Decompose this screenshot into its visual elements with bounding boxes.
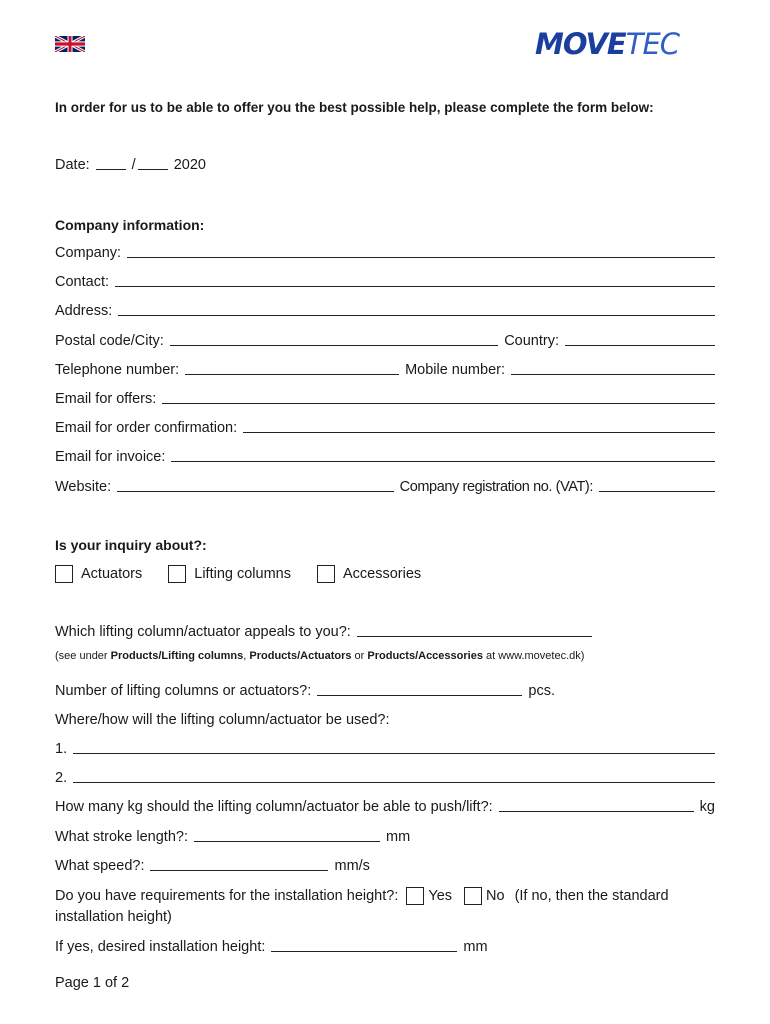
email-offers-row [55, 391, 715, 407]
option-actuators[interactable] [55, 565, 142, 583]
stroke-unit: mm [386, 829, 411, 845]
speed-label: What speed?: [55, 858, 145, 874]
speed-field[interactable] [150, 870, 328, 871]
contact-row [55, 274, 715, 290]
postal-field[interactable] [170, 345, 498, 346]
actuators-checkbox[interactable] [55, 565, 73, 583]
inquiry-options [55, 565, 715, 583]
actuators-label: Actuators [81, 566, 143, 582]
accessories-checkbox[interactable] [317, 565, 335, 583]
install-note-2: installation height) [55, 909, 172, 925]
use-item-2-field[interactable] [73, 782, 715, 783]
date-row [55, 157, 206, 173]
use-item-2-label: 2. [55, 770, 68, 786]
email-invoice-field[interactable] [171, 461, 715, 462]
vat-field[interactable] [599, 491, 715, 492]
country-field[interactable] [565, 345, 715, 346]
telephone-row [55, 362, 715, 378]
contact-label: Contact: [55, 274, 109, 290]
email-offers-field[interactable] [162, 403, 715, 404]
country-label: Country: [504, 333, 559, 349]
uk-flag-icon[interactable] [55, 36, 85, 52]
email-order-field[interactable] [243, 432, 715, 433]
email-invoice-row [55, 449, 715, 465]
mobile-field[interactable] [511, 374, 715, 375]
number-row [55, 683, 555, 699]
page-number: Page 1 of 2 [55, 975, 130, 991]
date-day-field[interactable] [96, 169, 126, 170]
products-note: (see under Products/Lifting columns, Products/Actuators or Products/Accessories at www.movetec.dk) [55, 650, 585, 662]
use-item-2-row [55, 770, 715, 786]
number-unit: pcs. [528, 683, 555, 699]
date-label: Date: [55, 157, 90, 173]
stroke-row [55, 829, 410, 845]
desired-field[interactable] [271, 951, 457, 952]
desired-unit: mm [463, 939, 488, 955]
number-label: Number of lifting columns or actuators?: [55, 683, 312, 699]
use-item-1-field[interactable] [73, 753, 715, 754]
company-label: Company: [55, 245, 122, 261]
option-accessories[interactable] [317, 565, 421, 583]
desired-row [55, 939, 488, 955]
accessories-label: Accessories [342, 566, 422, 582]
inquiry-heading: Is your inquiry about?: [55, 537, 207, 553]
address-label: Address: [55, 303, 113, 319]
lifting-columns-checkbox[interactable] [168, 565, 186, 583]
email-invoice-label: Email for invoice: [55, 449, 166, 465]
address-row [55, 303, 715, 319]
website-row [55, 479, 715, 495]
number-field[interactable] [317, 695, 522, 696]
kg-label: How many kg should the lifting column/actuator be able to push/lift?: [55, 799, 493, 815]
contact-field[interactable] [115, 286, 715, 287]
telephone-label: Telephone number: [55, 362, 180, 378]
install-note-row [55, 909, 715, 925]
intro-text: In order for us to be able to offer you the best possible help, please complete the form below: [55, 100, 654, 115]
email-order-label: Email for order confirmation: [55, 420, 238, 436]
where-label: Where/how will the lifting column/actuator be used?: [55, 712, 390, 728]
option-lifting-columns[interactable] [168, 565, 291, 583]
kg-unit: kg [699, 799, 715, 815]
install-label: Do you have requirements for the installation height?: [55, 888, 399, 904]
appeals-label: Which lifting column/actuator appeals to you?: [55, 624, 351, 640]
stroke-label: What stroke length?: [55, 829, 188, 845]
appeals-field[interactable] [357, 636, 592, 637]
speed-unit: mm/s [334, 858, 370, 874]
movetec-logo: MOVETEC [535, 27, 680, 61]
company-field[interactable] [127, 257, 715, 258]
date-separator: / [131, 157, 136, 173]
install-no-checkbox[interactable] [464, 887, 482, 905]
install-no-label: No [486, 888, 505, 904]
use-item-1-label: 1. [55, 741, 68, 757]
email-offers-label: Email for offers: [55, 391, 157, 407]
email-order-row [55, 420, 715, 436]
speed-row [55, 858, 370, 874]
mobile-label: Mobile number: [405, 362, 505, 378]
kg-field[interactable] [499, 811, 694, 812]
telephone-field[interactable] [185, 374, 399, 375]
install-note: (If no, then the standard [514, 888, 669, 904]
where-row [55, 712, 715, 728]
date-year: 2020 [173, 157, 206, 173]
website-field[interactable] [117, 491, 393, 492]
postal-row [55, 333, 715, 349]
vat-label: Company registration no. (VAT): [399, 479, 593, 495]
website-label: Website: [55, 479, 112, 495]
install-yes-label: Yes [428, 888, 453, 904]
kg-row [55, 799, 715, 815]
postal-label: Postal code/City: [55, 333, 164, 349]
lifting-columns-label: Lifting columns [194, 566, 291, 582]
company-row [55, 245, 715, 261]
install-yes-checkbox[interactable] [406, 887, 424, 905]
company-info-heading: Company information: [55, 217, 205, 233]
use-item-1-row [55, 741, 715, 757]
stroke-field[interactable] [194, 841, 380, 842]
date-month-field[interactable] [138, 169, 168, 170]
desired-label: If yes, desired installation height: [55, 939, 266, 955]
install-row [55, 887, 715, 905]
appeals-row [55, 624, 592, 640]
address-field[interactable] [118, 315, 715, 316]
